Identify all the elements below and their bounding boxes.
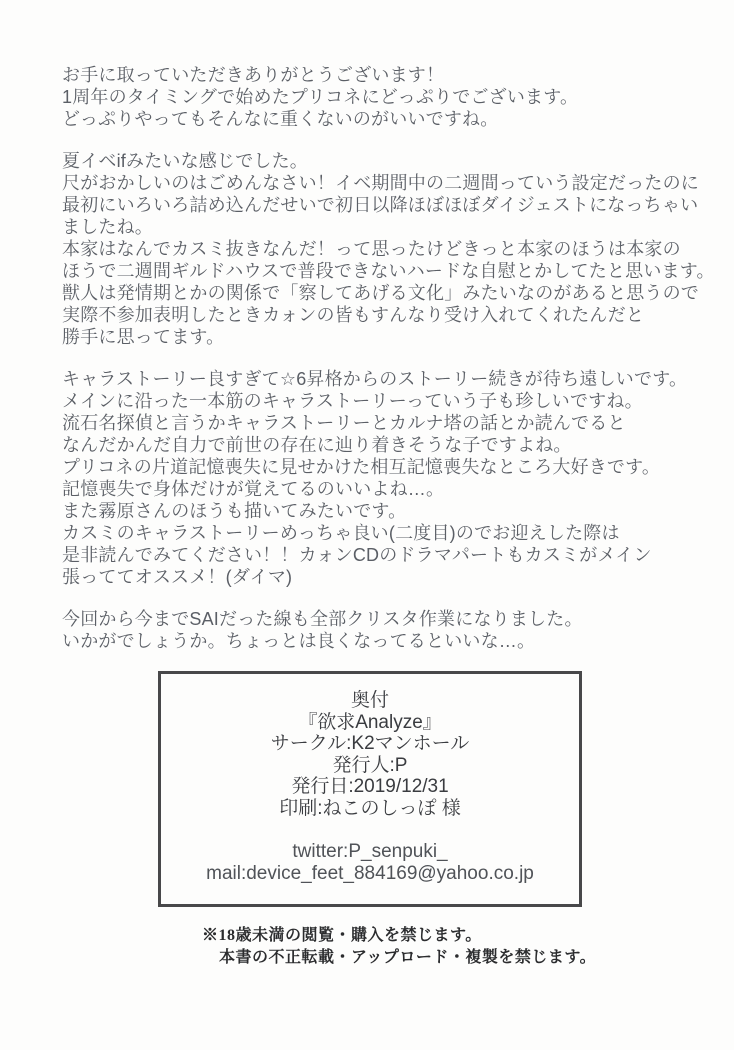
text-line: キャラストーリー良すぎて☆6昇格からのストーリー続きが待ち遠しいです。: [62, 369, 688, 389]
afterword-paragraph-greeting: [62, 64, 710, 130]
text-line: また霧原さんのほうも描いてみたいです。: [62, 501, 407, 521]
text-line: 今回から今までSAIだった線も全部クリスタ作業になりました。: [62, 609, 583, 629]
text-line: プリコネの片道記憶喪失に見せかけた相互記憶喪失なところ大好きです。: [62, 457, 661, 477]
circle-name: サークル:K2マンホール: [270, 733, 470, 754]
text-line: お手に取っていただきありがとうございます！: [62, 65, 445, 85]
text-line: 勝手に思ってます。: [62, 327, 225, 347]
afterword-paragraph-event: [62, 150, 715, 348]
publish-date: 発行日:2019/12/31: [291, 776, 449, 797]
text-line: なんだかんだ自力で前世の存在に辿り着きそうな子ですよね。: [62, 435, 572, 455]
text-line: ましたね。: [62, 217, 153, 237]
text-line: ほうで二週間ギルドハウスで普段できないハードな自慰とかしてたと思います。: [62, 261, 715, 281]
text-line: どっぷりやってもそんなに重くないのがいいですね。: [62, 109, 499, 129]
contact-info: [161, 841, 579, 884]
text-line: 張っててオススメ！(ダイマ): [62, 567, 293, 587]
afterword-text: [62, 64, 715, 652]
disclaimer-line-copyright: 本書の不正転載・アップロード・複製を禁じます。: [219, 949, 597, 966]
text-line: メインに沿った一本筋のキャラストーリーっていう子も珍しいですね。: [62, 391, 643, 411]
text-line: 是非読んでみてください！！カォンCDのドラマパートもカスミがメイン: [62, 545, 652, 565]
text-line: 本家はなんでカスミ抜きなんだ！って思ったけどきっと本家のほうは本家の: [62, 239, 681, 259]
twitter-handle: twitter:P_senpuki_: [292, 841, 448, 862]
disclaimer-line-age: ※18歳未満の閲覧・購入を禁じます。: [202, 927, 482, 944]
text-line: 尺がおかしいのはごめんなさい！イベ期間中の二週間っていう設定だったのに: [62, 173, 699, 193]
text-line: 実際不参加表明したときカォンの皆もすんなり受け入れてくれたんだと: [62, 305, 645, 325]
colophon-heading: 奥付: [350, 690, 389, 711]
colophon-box: [158, 671, 582, 907]
text-line: 記憶喪失で身体だけが覚えてるのいいよね…。: [62, 479, 445, 499]
book-title: 『欲求Analyze』: [298, 711, 442, 733]
text-line: 1周年のタイミングで始めたプリコネにどっぷりでございます。: [62, 87, 579, 107]
publisher-name: 発行人:P: [332, 754, 408, 776]
text-line: 夏イベifみたいな感じでした。: [62, 151, 308, 171]
afterword-paragraph-character-story: [62, 368, 710, 588]
afterword-paragraph-tools: [62, 608, 710, 652]
text-line: 最初にいろいろ詰め込んだせいで初日以降ほぼほぼダイジェストになっちゃい: [62, 195, 699, 215]
text-line: カスミのキャラストーリーめっちゃ良い(二度目)のでお迎えした際は: [62, 523, 620, 543]
mail-address: mail:device_feet_884169@yahoo.co.jp: [206, 862, 534, 884]
printer-name: 印刷:ねこのしっぽ 様: [279, 797, 461, 819]
age-restriction-disclaimer: [202, 925, 596, 969]
text-line: 流石名探偵と言うかキャラストーリーとカルナ塔の話とか読んでると: [62, 413, 626, 433]
text-line: いかがでしょうか。ちょっとは良くなってるといいな…。: [62, 631, 536, 651]
text-line: 獣人は発情期とかの関係で「察してあげる文化」みたいなのがあると思うので: [62, 283, 699, 303]
